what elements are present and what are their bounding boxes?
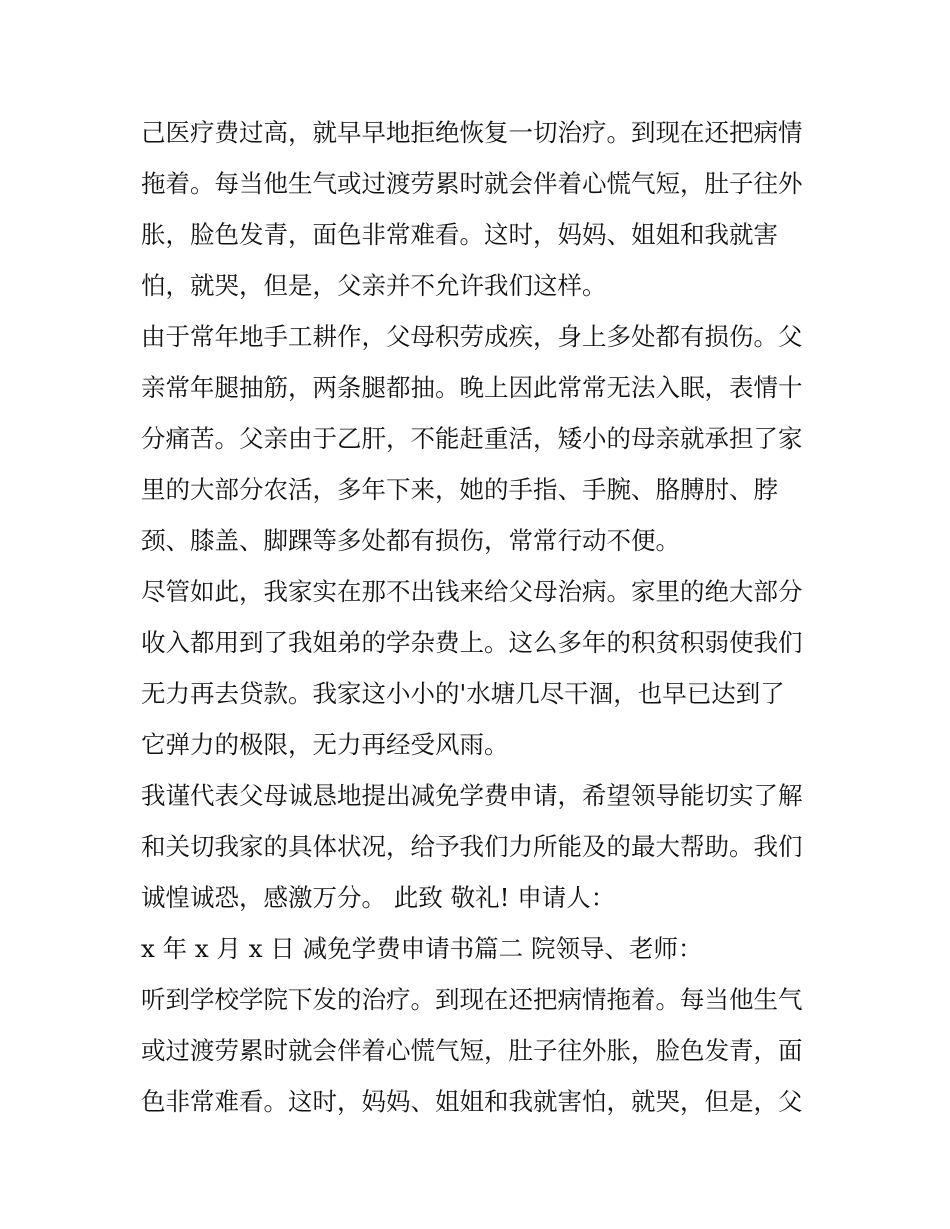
text-line: 亲常年腿抽筋，两条腿都抽。晚上因此常常无法入眠，表情十 bbox=[141, 373, 803, 402]
text-line: 由于常年地手工耕作，父母积劳成疾，身上多处都有损伤。父 bbox=[141, 322, 803, 351]
text-line: 听到学校学院下发的治疗。到现在还把病情拖着。每当他生气 bbox=[141, 985, 803, 1014]
text-line: 颈、膝盖、脚踝等多处都有损伤，常常行动不便。 bbox=[141, 526, 680, 555]
body-text bbox=[141, 107, 821, 1127]
text-line: 诚惶诚恐，感激万分。 此致 敬礼! 申请人： bbox=[141, 883, 616, 912]
text-line: 或过渡劳累时就会伴着心慌气短，肚子往外胀，脸色发青，面 bbox=[141, 1036, 803, 1065]
text-line: 怕，就哭，但是，父亲并不允许我们这样。 bbox=[141, 271, 607, 300]
text-line: 和关切我家的具体状况，给予我们力所能及的最大帮助。我们 bbox=[141, 832, 803, 861]
text-line: 尽管如此，我家实在那不出钱来给父母治病。家里的绝大部分 bbox=[141, 577, 803, 606]
text-line: 分痛苦。父亲由于乙肝，不能赶重活，矮小的母亲就承担了家 bbox=[141, 424, 803, 453]
text-line: 色非常难看。这时，妈妈、姐姐和我就害怕，就哭，但是，父 bbox=[141, 1087, 803, 1116]
text-line: 拖着。每当他生气或过渡劳累时就会伴着心慌气短，肚子往外 bbox=[141, 169, 803, 198]
text-line: 无力再去贷款。我家这小小的'水塘几尽干涸，也早已达到了 bbox=[141, 679, 785, 708]
text-line: 胀，脸色发青，面色非常难看。这时，妈妈、姐姐和我就害 bbox=[141, 220, 778, 249]
text-line: 里的大部分农活，多年下来，她的手指、手腕、胳膊肘、脖 bbox=[141, 475, 778, 504]
text-line: x 年 x 月 x 日 减免学费申请书篇二 院领导、老师： bbox=[141, 934, 703, 963]
text-line: 收入都用到了我姐弟的学杂费上。这么多年的积贫积弱使我们 bbox=[141, 628, 803, 657]
text-line: 我谨代表父母诚恳地提出减免学费申请，希望领导能切实了解 bbox=[141, 781, 803, 810]
text-line: 己医疗费过高，就早早地拒绝恢复一切治疗。到现在还把病情 bbox=[141, 118, 803, 147]
text-line: 它弹力的极限，无力再经受风雨。 bbox=[141, 730, 509, 759]
